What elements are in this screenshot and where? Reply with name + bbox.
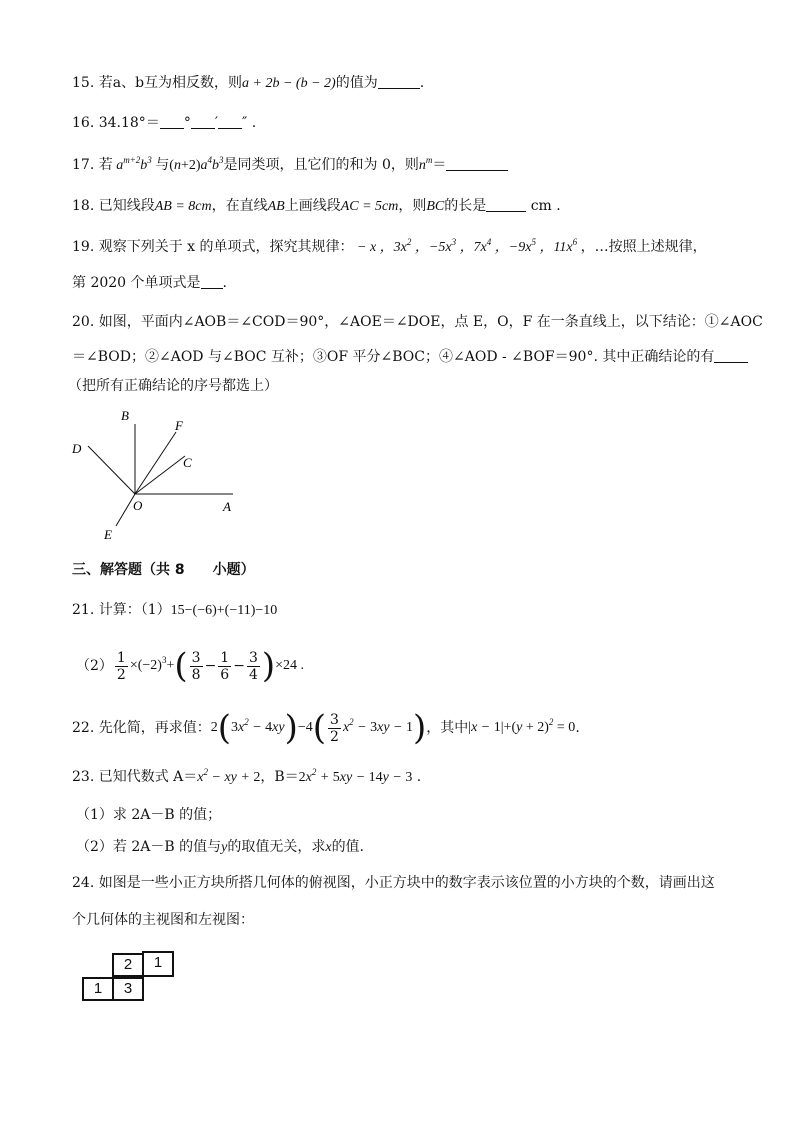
- answer-blank-degree[interactable]: [160, 114, 184, 129]
- question-23-sub2: （2）若 2A－B 的值与y的取值无关，求x的值.: [76, 839, 365, 855]
- monomial-sequence: − x ，$3x^2$ ，$-5x^3$ ，$7x^4$ ，$-9x^5$ ，$11x^6$: [353, 237, 578, 255]
- question-19-line2: 第 2020 个单项式是 .: [72, 275, 227, 291]
- answer-blank[interactable]: [486, 197, 526, 212]
- expression: a + 2b − (b − 2): [242, 76, 336, 91]
- question-17: 17. 若 $a^{m+2}b^3$ 与$(n+2)a^4b^3$是同类项，且它们的和为 0，则$n^m=$: [72, 155, 508, 176]
- answer-blank[interactable]: [446, 156, 508, 171]
- answer-blank[interactable]: [201, 274, 223, 289]
- grid-cell: 1: [82, 977, 114, 1001]
- ray-OF: [135, 432, 176, 494]
- question-18: 18. 已知线段AB = 8cm，在直线AB上画线段AC = 5cm，则BC的长是 cm .: [72, 198, 561, 214]
- question-23-sub1: （1）求 2A－B 的值；: [76, 807, 222, 823]
- section-title: 三、解答题（共 8 小题）: [72, 562, 255, 578]
- grid-cell: 1: [142, 951, 174, 977]
- label-E: E: [104, 527, 112, 542]
- label-O: O: [133, 498, 143, 513]
- ray-OD: [88, 446, 135, 494]
- ray-OC: [135, 456, 185, 494]
- question-20: 20. 如图，平面内∠AOB＝∠COD＝90°，∠AOE＝∠DOE，点 E，O，F 在一条直线上，以下结论：①∠AOC: [72, 314, 763, 330]
- label-C: C: [183, 455, 192, 470]
- grid-cell: 2: [112, 953, 144, 977]
- question-19: 19. 观察下列关于 x 的单项式，探究其规律： − x ，$3x^2$ ，$-5x^3$ ，$7x^4$ ，$-9x^5$ ，$11x^6$ ，…按照上述规律，: [72, 237, 707, 255]
- question-20-line3: （把所有正确结论的序号都选上）: [68, 378, 278, 394]
- answer-blank[interactable]: [378, 74, 420, 89]
- label-D: D: [72, 441, 82, 456]
- question-20-line2: ＝∠BOD；②∠AOD 与∠BOC 互补；③OF 平分∠BOC；④∠AOD - ∠BOF＝90°. 其中正确结论的有: [72, 347, 748, 367]
- question-16: 16. 34.18°＝ ° ′ ″ .: [72, 115, 257, 131]
- angle-diagram: [68, 402, 248, 547]
- label-F: F: [175, 418, 183, 433]
- question-24-line2: 个几何体的主视图和左视图：: [72, 912, 254, 928]
- label-B: B: [121, 408, 129, 423]
- grid-cell: 3: [112, 977, 144, 1001]
- answer-blank-minute[interactable]: [191, 114, 215, 129]
- term-2: $(n+2)a^4b^3$: [169, 155, 224, 173]
- question-15: 15. 若a、b互为相反数，则a + 2b − (b − 2)的值为 .: [72, 75, 425, 91]
- question-22: 22. 先化简，再求值： 2 ( $3x^2 - 4xy$ ) −4 ( $\frac{3}{2}$ $x^2 - 3xy - 1$ ) ，其中 $|x - 1|+(y + 2)^2 = 0$ .: [72, 708, 580, 748]
- term-1: $a^{m+2}b^3$: [112, 155, 152, 173]
- answer-blank[interactable]: [714, 348, 748, 363]
- question-21-part2: （2） $\frac{1}{2}$ $\times(-2)^3+$ ( $\frac{3}{8}$ − $\frac{1}{6}$ − $\frac{3}{4}$ ) ×24 .: [76, 646, 305, 686]
- label-A: A: [223, 499, 231, 514]
- question-24: 24. 如图是一些小正方块所搭几何体的俯视图，小正方块中的数字表示该位置的小方块的个数，请画出这: [72, 875, 715, 891]
- answer-blank-second[interactable]: [218, 114, 242, 129]
- question-21: 21. 计算：（1）15−(−6)+(−11)−10: [72, 602, 278, 618]
- power-n-m: $n^m$: [418, 155, 433, 173]
- question-23: 23. 已知代数式 $A=x^2$ − xy + 2，$B=2x^2 + 5xy - 14y - 3$ .: [72, 767, 422, 785]
